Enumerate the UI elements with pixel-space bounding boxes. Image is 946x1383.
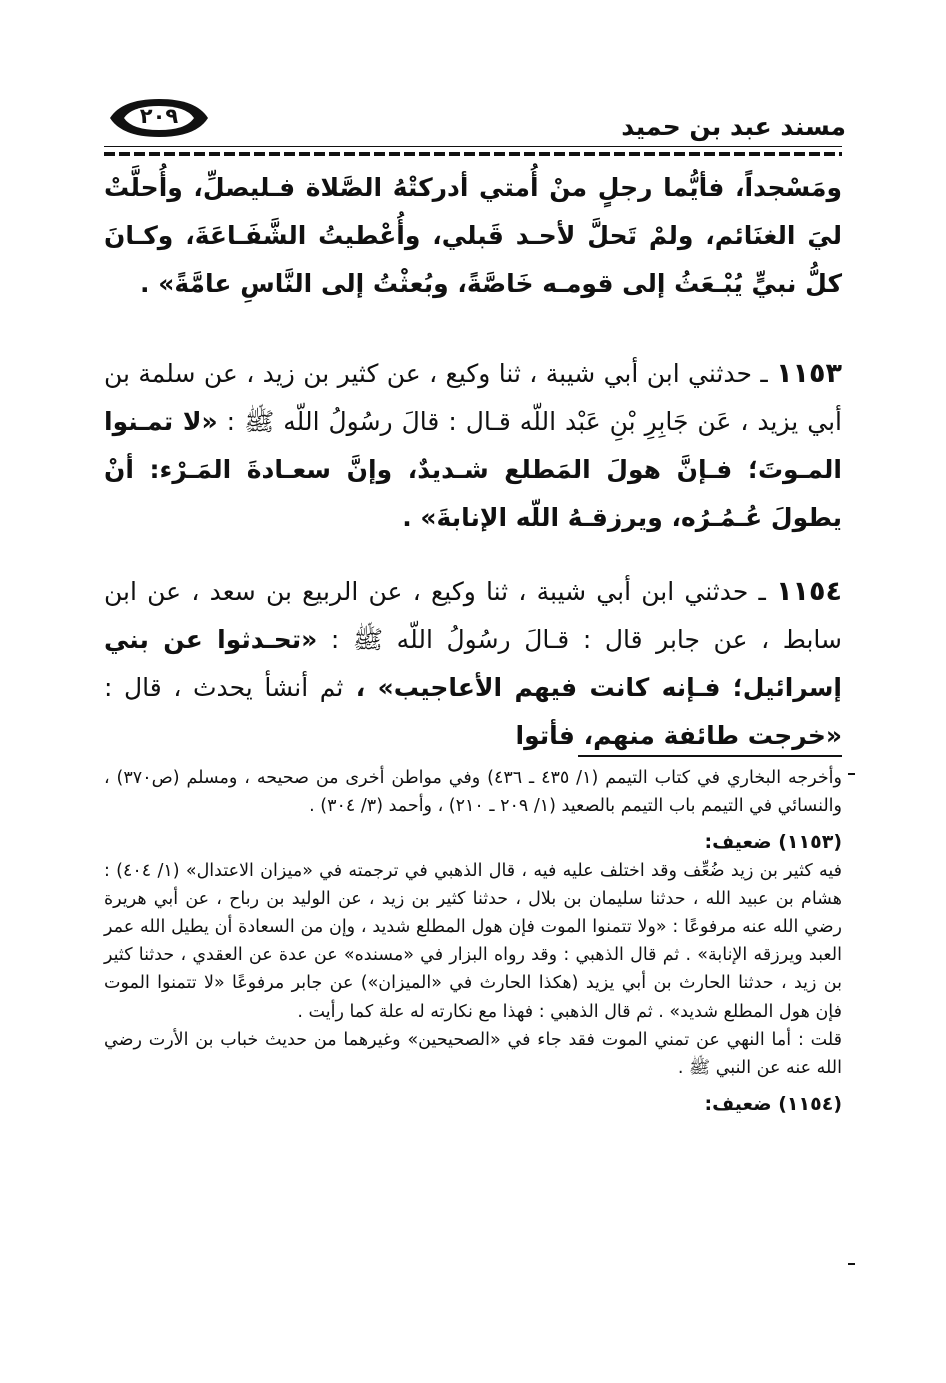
footnotes: [104, 764, 842, 1118]
footnote-heading-1154: (١١٥٤) ضعيف:: [704, 1093, 842, 1116]
footnote-1153-text: فيه كثير بن زيد ضُعِّف وقد اختلف عليه فيه ، قال الذهبي في ترجمته في «ميزان الاعتدال» (١/ ٤٠٤) : هشام بن عبيد الله ، حدثنا سليمان بن بلال ، حدثنا كثير بن زيد ، عن الوليد بن رباح ، عن أبي هريرة رضي الله عنه مرفوعًا : «ولا تتمنوا الموت فإن هول المطلع شديد ، وإن من السعادة أن يطيل الله عمر العبد ويرزقه الإنابة» . ثم قال الذهبي : وقد رواه البزار في «مسنده» عن عدة عن العقدي ، حدثنا كثير بن زيد ، حدثنا الحارث بن أبي يزيد (هكذا الحارث في «الميزان») عن جابر مرفوعًا «لا تتمنوا الموت فإن هول المطلع شديد» . ثم قال الذهبي : فهذا مع نكارته له علة كما رأيت .: [104, 860, 842, 1022]
hadith-matn: «لا تمـنوا المـوتَ؛ فـإنَّ هولَ المَطلع شـديدٌ، وإنَّ سعـادةَ المَـرْء: أنْ يطولَ عُـمُـرُه، ويرزقـهُ اللّه الإنابةَ» .: [104, 407, 842, 532]
hadith-matn: «تحـدثوا عن بني إسرائيل؛ فـإنه كانت فيهم الأعاجيب» ،: [104, 625, 842, 702]
hadith-isnad: ـ حدثني ابن أبي شيبة ، ثنا وكيع ، عن الربيع بن سعد ، عن ابن سابط ، عن جابر قال : قـالَ رسُولُ اللّه ﷺ :: [104, 577, 842, 654]
hadith-1153: [104, 350, 842, 542]
hadith-number: ١١٥٣: [776, 358, 842, 389]
page-number: ٢٠٩: [139, 104, 179, 128]
footnote-separator: [578, 755, 842, 757]
footnote-heading-1153: (١١٥٣) ضعيف:: [704, 831, 842, 854]
footnote-takhrij: وأخرجه البخاري في كتاب التيمم (١/ ٤٣٥ ـ ٤٣٦) وفي مواطن أخرى من صحيحه ، ومسلم (ص٣٧٠) ، والنسائي في التيمم باب التيمم بالصعيد (١/ ٢٠٩ ـ ٢١٠) ، وأحمد (٣/ ٣٠٤) .: [104, 768, 842, 817]
header-dashed-rule: [104, 152, 842, 156]
hadith-narration: ثم أنشأ يحدث ، قال :: [104, 673, 344, 702]
footnote-1153-note: قلت : أما النهي عن تمني الموت فقد جاء في «الصحيحين» وغيرهما من حديث خباب بن الأرت رضي الله عنه عن النبي ﷺ .: [104, 1029, 842, 1079]
margin-mark: [848, 773, 855, 775]
header-rule: [104, 146, 842, 151]
hadith-number: ١١٥٤: [776, 576, 842, 607]
hadith-1154: [104, 568, 842, 760]
hadith-matn-continued: «خرجت طائفة منهم، فأتوا: [515, 721, 842, 750]
hadith-continuation: ومَسْجداً، فأيُّما رجلٍ منْ أُمتي أدركتْهُ الصَّلاة فـليصلِّ، وأُحلَّتْ ليَ الغنَائم، ولمْ تَحلَّ لأحـد قَبلي، وأُعْطيتُ الشَّفَـاعَةَ، وكـانَ كلُّ نبيٍّ يُبْـعَثُ إلى قومـه خَاصَّةً، وبُعثْتُ إلى النَّاسِ عامَّةً» .: [104, 173, 842, 298]
hadith-isnad: ـ حدثني ابن أبي شيبة ، ثنا وكيع ، عن كثير بن زيد ، عن سلمة بن أبي يزيد ، عَن جَابِرِ بْنِ عَبْد اللّه قـال : قالَ رسُولُ اللّه ﷺ :: [104, 359, 842, 436]
margin-mark: [848, 1263, 855, 1265]
running-title: مسند عبد بن حميد: [621, 112, 846, 141]
